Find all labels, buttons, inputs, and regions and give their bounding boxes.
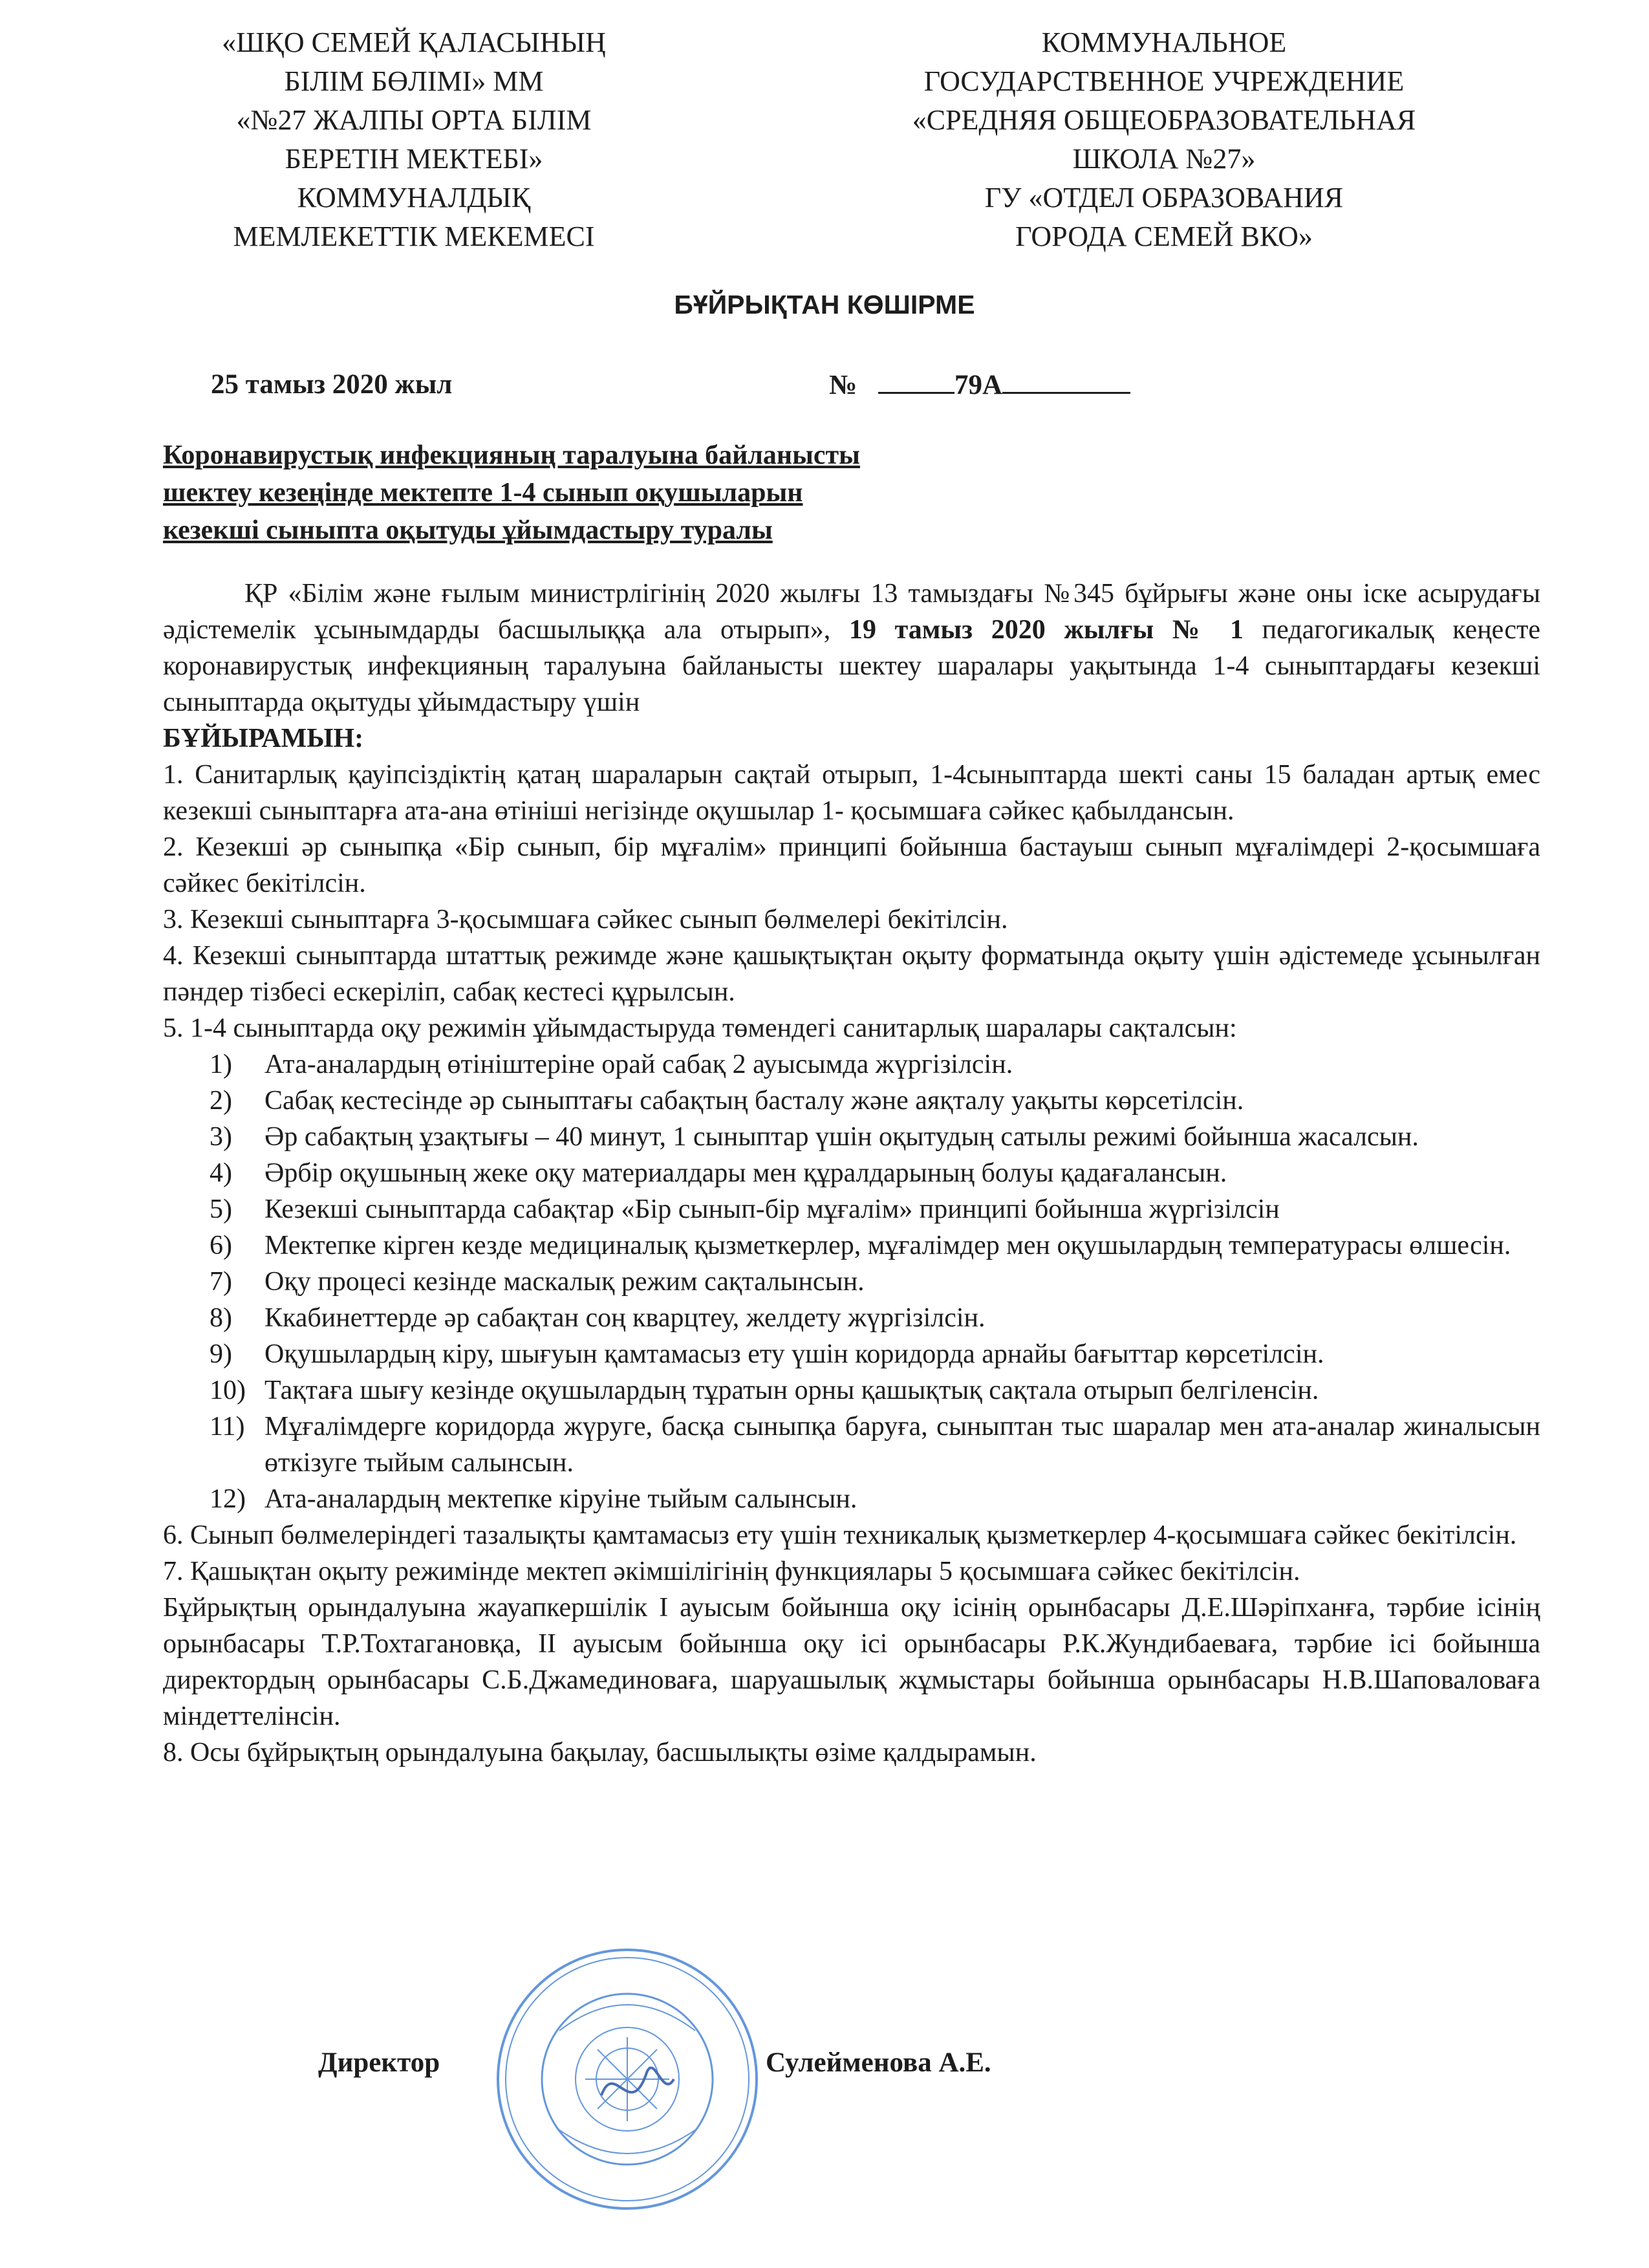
list-number: 1) <box>210 1050 232 1079</box>
header-line: КОММУНАЛЬНОЕ <box>1041 27 1287 58</box>
sanitary-measures-list <box>163 1046 1540 1517</box>
list-text: Әр сабақтың ұзақтығы – 40 минут, 1 сыныптар үшін оқытудың сатылы режимі бойынша жасалсын. <box>264 1122 1419 1152</box>
list-item <box>163 1409 1540 1481</box>
preamble <box>163 576 1540 720</box>
header-line: БЕРЕТІН МЕКТЕБІ» <box>285 143 543 175</box>
list-item <box>163 1119 1540 1155</box>
list-item <box>163 1191 1540 1227</box>
item-2: 2. Кезекші әр сыныпқа «Бір сынып, бір мұғалім» принципі бойынша бастауыш сынып мұғалімдері 2-қосымшаға сәйкес бекітілсін. <box>163 832 1540 898</box>
list-item <box>163 1046 1540 1083</box>
header-line: МЕМЛЕКЕТТІК МЕКЕМЕСІ <box>233 221 595 252</box>
list-item <box>163 1300 1540 1336</box>
header-line: ГОРОДА СЕМЕЙ ВКО» <box>1015 221 1313 252</box>
order-date: 25 тамыз 2020 жыл <box>211 369 453 400</box>
item-7: 7. Қашықтан оқыту режимінде мектеп әкімшілігінің функциялары 5 қосымшаға сәйкес бекітілсін. <box>163 1557 1300 1586</box>
list-number: 7) <box>210 1267 232 1297</box>
list-item <box>163 1155 1540 1191</box>
list-item <box>163 1481 1540 1517</box>
header-kazakh <box>155 23 673 256</box>
decree-word: БҰЙЫРАМЫН: <box>163 724 364 753</box>
list-number: 4) <box>210 1158 232 1188</box>
list-text: Сабақ кестесінде әр сыныптағы сабақтың басталу және аяқталу уақыты көрсетілсін. <box>264 1086 1244 1116</box>
list-number: 8) <box>210 1303 232 1333</box>
subject-line: кезекші сыныпта оқытуды ұйымдастыру туралы <box>163 515 773 545</box>
list-item <box>163 1264 1540 1300</box>
header-line: «№27 ЖАЛПЫ ОРТА БІЛІМ <box>236 104 592 136</box>
item-5: 5. 1-4 сыныптарда оқу режимін ұйымдастыруда төмендегі санитарлық шаралары сақталсын: <box>163 1013 1237 1043</box>
preamble-text: ҚР «Білім және ғылым министрлігінің 2020 жылғы 13 тамыздағы №345 бұйрығы және оны іске асырудағы әдістемелік ұсынымдарды басшылыққа ала отырып», <box>163 579 1540 645</box>
preamble-council-date: 19 тамыз 2020 жылғы № 1 <box>848 615 1244 645</box>
list-item <box>163 1372 1540 1409</box>
list-text: Мұғалімдерге коридорда жүруге, басқа сыныпқа баруға, сыныптан тыс шаралар мен ата-аналар жиналысын өткізуге тыйым салынсын. <box>264 1412 1540 1478</box>
item-1: 1. Санитарлық қауіпсіздіктің қатаң шараларын сақтай отырып, 1-4сыныптарда шекті саны 15 баладан артық емес кезекші сыныптарға ата-ана өтініші негізінде оқушылар 1- қосымшаға сәйкес қабылдансын. <box>163 760 1540 826</box>
list-text: Ата-аналардың мектепке кіруіне тыйым салынсын. <box>264 1484 857 1514</box>
director-name: Сулейменова А.Е. <box>766 2047 991 2078</box>
header-line: ГУ «ОТДЕЛ ОБРАЗОВАНИЯ <box>984 182 1344 213</box>
list-text: Әрбір оқушының жеке оқу материалдары мен құралдарының болуы қадағалансын. <box>264 1158 1227 1188</box>
list-text: Мектепке кірген кезде медициналық қызметкерлер, мұғалімдер мен оқушылардың температурасы өлшесін. <box>264 1231 1511 1260</box>
list-number: 11) <box>210 1412 245 1442</box>
list-number: 12) <box>210 1484 246 1514</box>
order-subject <box>163 437 860 549</box>
list-number: 5) <box>210 1194 232 1224</box>
order-number: 79А <box>954 370 1003 400</box>
director-label: Директор <box>318 2047 440 2078</box>
number-underline <box>878 369 954 394</box>
subject-line: шектеу кезеңінде мектепте 1-4 сынып оқушыларын <box>163 478 803 508</box>
list-text: Кезекші сыныптарда сабақтар «Бір сынып-бір мұғалім» принципі бойынша жүргізілсін <box>264 1194 1280 1224</box>
number-underline <box>1002 369 1130 394</box>
list-text: Оқушылардың кіру, шығуын қамтамасыз ету үшін коридорда арнайы бағыттар көрсетілсін. <box>264 1339 1324 1369</box>
header-russian <box>828 23 1500 256</box>
item-4: 4. Кезекші сыныптарда штаттық режимде және қашықтықтан оқыту форматында оқыту үшін әдістемеде ұсынылған пәндер тізбесі ескеріліп, сабақ кестесі құрылсын. <box>163 941 1540 1007</box>
list-item <box>163 1083 1540 1119</box>
header-line: «ШҚО СЕМЕЙ ҚАЛАСЫНЫҢ <box>222 27 606 58</box>
responsibility-paragraph: Бұйрықтың орындалуына жауапкершілік І ауысым бойынша оқу ісінің орынбасары Д.Е.Шәріпханға, тәрбие ісінің орынбасары Т.Р.Тохтагановқа, ІІ ауысым бойынша оқу ісі орынбасары Р.К.Жундибаеваға, тәрбие ісі бойынша директордың орынбасары С.Б.Джамединоваға, шаруашылық жұмыстары бойынша орынбасары Н.В.Шаповаловаға міндеттелінсін. <box>163 1593 1540 1731</box>
list-item <box>163 1336 1540 1372</box>
header-line: ГОСУДАРСТВЕННОЕ УЧРЕЖДЕНИЕ <box>923 65 1405 97</box>
list-number: 9) <box>210 1339 232 1369</box>
list-number: 10) <box>210 1376 246 1405</box>
subject-line: Коронавирустық инфекцияның таралуына байланысты <box>163 440 860 470</box>
list-item <box>163 1227 1540 1264</box>
list-text: Ккабинеттерде әр сабақтан соң кварцтеу, желдету жүргізілсін. <box>264 1303 986 1333</box>
order-number-line <box>829 369 1130 401</box>
list-number: 2) <box>210 1086 232 1116</box>
list-text: Ата-аналардың өтініштеріне орай сабақ 2 ауысымда жүргізілсін. <box>264 1050 1013 1079</box>
list-text: Оқу процесі кезінде маскалық режим сақталынсын. <box>264 1267 865 1297</box>
header-line: «СРЕДНЯЯ ОБЩЕОБРАЗОВАТЕЛЬНАЯ <box>912 104 1416 136</box>
header-line: КОММУНАЛДЫҚ <box>297 182 531 213</box>
header-line: БІЛІМ БӨЛІМІ» ММ <box>284 65 544 97</box>
order-body <box>163 576 1540 1771</box>
list-number: 6) <box>210 1231 232 1260</box>
header-line: ШКОЛА №27» <box>1072 143 1256 175</box>
school-seal-stamp <box>453 1934 802 2212</box>
number-sign: № <box>829 370 857 400</box>
list-text: Тақтаға шығу кезінде оқушылардың тұратын орны қашықтық сақтала отырып белгіленсін. <box>264 1376 1319 1405</box>
item-3: 3. Кезекші сыныптарға 3-қосымшаға сәйкес сынып бөлмелері бекітілсін. <box>163 905 1008 934</box>
preamble-text: педагогикалық кеңесте коронавирустық инфекцияның таралуына байланысты шектеу шаралары уақытында 1-4 сыныптардағы кезекші сыныптарда оқытуды ұйымдастыру үшін <box>163 615 1540 717</box>
item-8: 8. Осы бұйрықтың орындалуына бақылау, басшылықты өзіме қалдырамын. <box>163 1738 1037 1767</box>
item-6: 6. Сынып бөлмелеріндегі тазалықты қамтамасыз ету үшін техникалық қызметкерлер 4-қосымшаға сәйкес бекітілсін. <box>163 1520 1517 1550</box>
document-title: БҰЙРЫҚТАН КӨШІРМЕ <box>674 290 975 319</box>
list-number: 3) <box>210 1122 232 1152</box>
